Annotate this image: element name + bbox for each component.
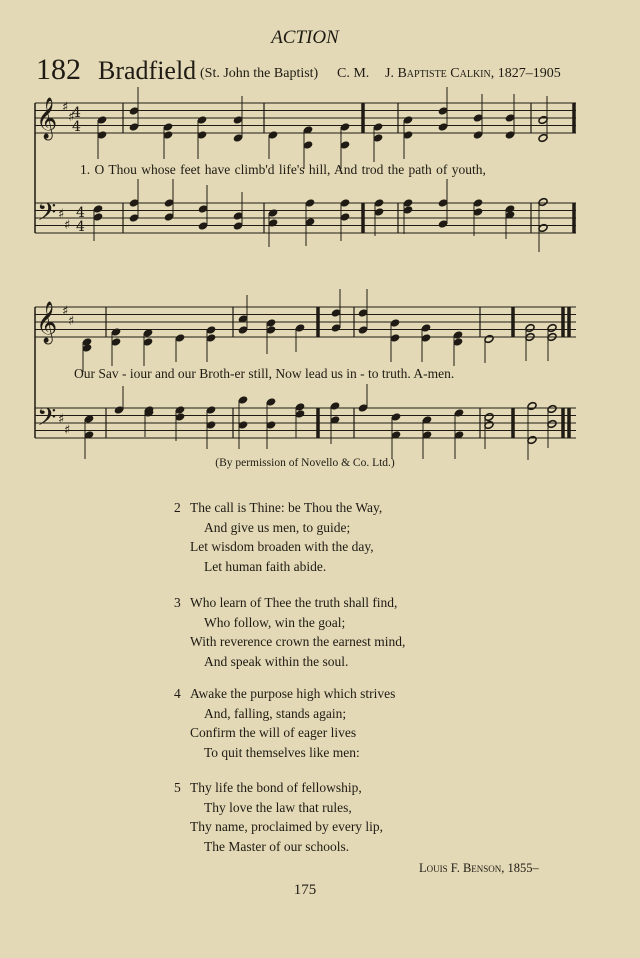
verse-line: Thy name, proclaimed by every lip, — [190, 819, 384, 834]
lyric-line-2: Our Sav - iour and our Broth-er still, Now lead us in - to truth. A-men. — [74, 366, 455, 381]
verse-line: Confirm the will of eager lives — [190, 725, 357, 740]
verse-number: 5 — [174, 780, 181, 795]
text-author: Louis F. Benson, 1855– — [419, 861, 539, 875]
treble-clef-icon: 𝄞 — [36, 98, 58, 139]
key-signature-sharp: ♯ — [68, 110, 75, 125]
meter: C. M. — [337, 66, 370, 81]
key-signature-sharp: ♯ — [58, 207, 65, 222]
bass-clef-icon: 𝄢 — [37, 403, 57, 438]
treble-clef-icon: 𝄞 — [36, 302, 58, 343]
verse-number: 2 — [174, 500, 181, 515]
time-signature: 4 — [76, 219, 85, 235]
key-signature-sharp: ♯ — [64, 218, 71, 233]
key-signature-sharp: ♯ — [62, 304, 69, 319]
bass-clef-icon: 𝄢 — [37, 198, 57, 233]
key-signature-sharp: ♯ — [62, 100, 69, 115]
alternate-tune-name: (St. John the Baptist) — [200, 66, 319, 81]
verse-line: Thy love the law that rules, — [204, 799, 352, 815]
permission-note: (By permission of Novello & Co. Ltd.) — [215, 457, 395, 469]
verse-line: And, falling, stands again; — [204, 705, 347, 721]
verse-line: To quit themselves like men: — [204, 744, 360, 760]
time-signature: 4 — [76, 205, 85, 221]
composer: J. Baptiste Calkin, 1827–1905 — [385, 66, 561, 81]
time-signature: 4 — [72, 105, 81, 121]
verse-line: The Master of our schools. — [204, 838, 350, 854]
verse-line: Awake the purpose high which strives — [190, 686, 396, 701]
verse-line: Who learn of Thee the truth shall find, — [190, 595, 398, 610]
verse-number: 4 — [174, 686, 181, 701]
key-signature-sharp: ♯ — [68, 314, 75, 329]
section-heading: ACTION — [271, 27, 339, 48]
tune-name: Bradfield — [98, 56, 197, 85]
verse-line: And give us men, to guide; — [204, 519, 351, 535]
key-signature-sharp: ♯ — [58, 412, 65, 427]
music-score — [0, 0, 640, 460]
verse-line: Who follow, win the goal; — [204, 614, 346, 630]
page-number: 175 — [293, 882, 317, 898]
verse-number: 3 — [174, 595, 181, 610]
lyric-line-1: 1. O Thou whose feet have climb'd life's hill, And trod the path of youth, — [80, 162, 486, 177]
verse-line: Thy life the bond of fellowship, — [190, 780, 362, 795]
key-signature-sharp: ♯ — [64, 423, 71, 438]
verse-line: And speak within the soul. — [204, 653, 349, 669]
hymn-number: 182 — [36, 53, 81, 86]
verse-line: Let wisdom broaden with the day, — [190, 539, 374, 554]
verse-line: The call is Thine: be Thou the Way, — [190, 500, 383, 515]
time-signature: 4 — [72, 119, 81, 135]
verse-line: Let human faith abide. — [204, 558, 327, 574]
verse-line: With reverence crown the earnest mind, — [190, 634, 406, 649]
